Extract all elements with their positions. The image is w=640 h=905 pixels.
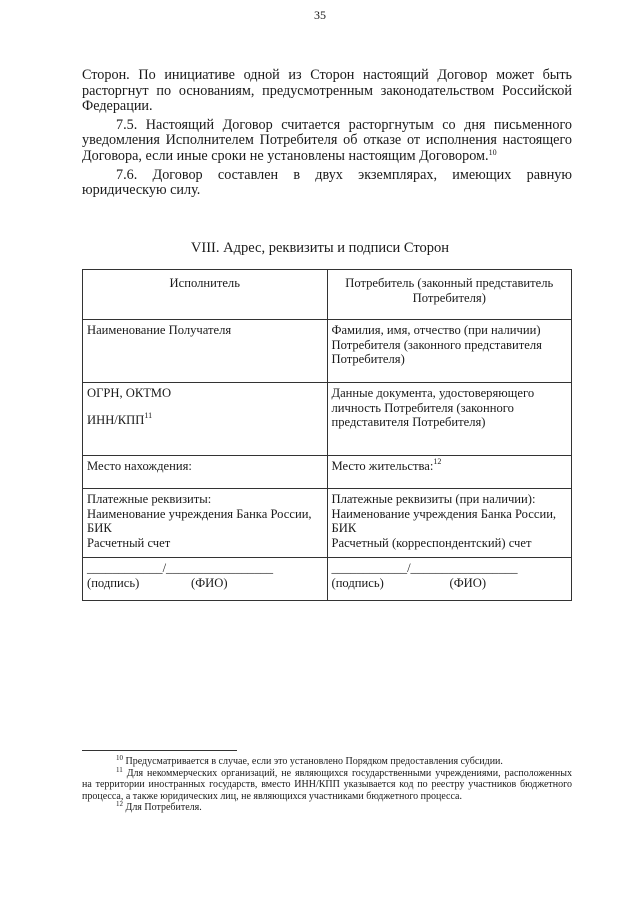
header-executor: Исполнитель <box>83 270 328 320</box>
table-row <box>83 489 572 558</box>
table-row <box>83 456 572 489</box>
paragraph: 7.6. Договор составлен в двух экземплярах, имеющих равную юридическую силу. <box>82 166 572 199</box>
cell-identity-document: Данные документа, удостоверяющего личность Потребителя (законного представителя Потребителя) <box>327 383 572 456</box>
cell-signature-consumer <box>327 558 572 601</box>
header-consumer: Потребитель (законный представитель Потребителя) <box>327 270 572 320</box>
requisites-table <box>82 269 572 601</box>
cell-residence: Место жительства:$^{12}$ <box>327 456 572 489</box>
table-row <box>83 320 572 383</box>
page-number: 35 <box>314 8 326 22</box>
section-title: VIII. Адрес, реквизиты и подписи Сторон <box>190 240 450 256</box>
cell-ogrn-inn <box>83 383 328 456</box>
paragraph: Сторон. По инициативе одной из Сторон настоящий Договор может быть расторгнут по основаниям, предусмотренным законодательством Российской Федерации. <box>82 67 572 115</box>
footnote: $^{10}$ Предусматривается в случае, если это установлено Порядком предоставления субсидии. <box>116 754 503 767</box>
body-text <box>82 68 572 199</box>
footnote: $^{12}$ Для Потребителя. <box>116 800 202 813</box>
signature-label: (подпись) <box>331 575 384 590</box>
table-header-row <box>83 270 572 320</box>
signature-label: (подпись) <box>87 575 140 590</box>
cell-payment-consumer: Платежные реквизиты (при наличии): Наименование учреждения Банка России, БИК Расчетный (корреспондентский) счет <box>327 489 572 558</box>
fio-label: (ФИО) <box>449 575 487 590</box>
footnote: $^{11}$ Для некоммерческих организаций, не являющихся государственными учреждениями, расположенных на территории иностранных государств, вместо ИНН/КПП указывается код по реестру участников бюджетного процесса, а также юридических лиц, не являющихся участниками бюджетного процесса. <box>82 765 573 802</box>
cell-recipient-name: Наименование Получателя <box>83 320 328 383</box>
table-row <box>83 383 572 456</box>
cell-payment-executor: Платежные реквизиты: Наименование учреждения Банка России, БИК Расчетный счет <box>83 489 328 558</box>
ogrn-label: ОГРН, ОКТМО <box>87 386 172 400</box>
table-row <box>83 558 572 601</box>
fio-label: (ФИО) <box>191 575 228 590</box>
paragraph: 7.5. Настоящий Договор считается расторгнутым со дня письменного уведомления Исполнителем Потребителя об отказе от исполнения настоящего Договора, если иные сроки не установлены настоящим Договором.$^{10}$ <box>82 116 572 164</box>
signature-line: ____________/_________________ <box>87 561 274 575</box>
footnote-ref: 10 <box>488 147 497 157</box>
footnote-divider <box>82 750 237 751</box>
footnote-ref: 12 <box>433 457 442 466</box>
footnote-ref: 11 <box>144 410 153 420</box>
cell-location: Место нахождения: <box>83 456 328 489</box>
inn-label: ИНН/КПП$^{11}$ <box>87 410 153 427</box>
footnotes <box>82 756 572 814</box>
cell-signature-executor <box>83 558 328 601</box>
cell-consumer-name: Фамилия, имя, отчество (при наличии) Потребителя (законного представителя Потребителя) <box>327 320 572 383</box>
signature-line: ____________/_________________ <box>331 561 518 575</box>
